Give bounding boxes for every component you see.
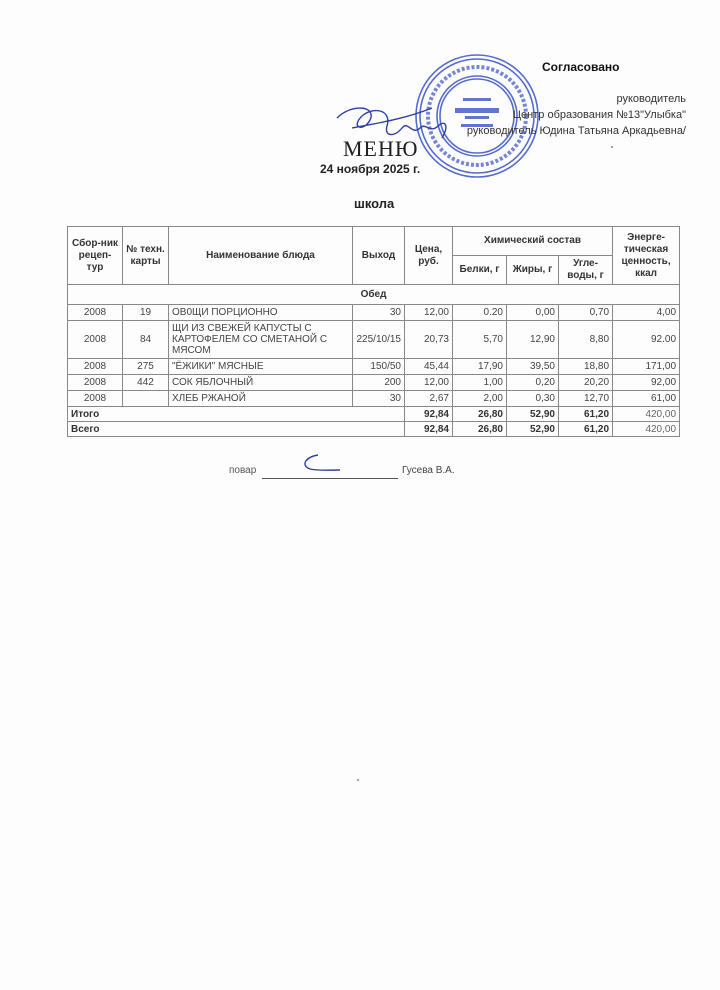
header-protein: Белки, г — [453, 256, 507, 285]
cell-energy: 61,00 — [613, 391, 680, 407]
dot-mark — [611, 146, 613, 148]
header-carbs: Угле-воды, г — [559, 256, 613, 285]
cell-carbs: 18,80 — [559, 359, 613, 375]
total-fat: 52,90 — [507, 422, 559, 437]
cell-dish: ОВ0ЩИ ПОРЦИОННО — [169, 305, 353, 321]
header-dish: Наименование блюда — [169, 227, 353, 285]
table-row — [68, 305, 680, 321]
cell-price: 45,44 — [405, 359, 453, 375]
table-row — [68, 321, 680, 359]
cell-dish: ХЛЕБ РЖАНОЙ — [169, 391, 353, 407]
cell-card — [123, 391, 169, 407]
header-card-no: № техн. карты — [123, 227, 169, 285]
cell-dish: ЩИ ИЗ СВЕЖЕЙ КАПУСТЫ С КАРТОФЕЛЕМ СО СМЕТАНОЙ С МЯСОМ — [169, 321, 353, 359]
meal-label: Обед — [68, 285, 680, 305]
subtotal-fat: 52,90 — [507, 407, 559, 422]
header-portion: Выход — [353, 227, 405, 285]
cell-fat: 0,00 — [507, 305, 559, 321]
cell-card: 19 — [123, 305, 169, 321]
cell-portion: 150/50 — [353, 359, 405, 375]
cell-energy: 171,00 — [613, 359, 680, 375]
total-row — [68, 422, 680, 437]
cell-energy: 92,00 — [613, 375, 680, 391]
head-name: руководитель Юдина Татьяна Аркадьевна/ — [466, 125, 686, 137]
cell-price: 2,67 — [405, 391, 453, 407]
cell-fat: 0,30 — [507, 391, 559, 407]
cell-card: 442 — [123, 375, 169, 391]
header-fat: Жиры, г — [507, 256, 559, 285]
cell-collection: 2008 — [68, 391, 123, 407]
cook-signature-icon — [298, 453, 342, 473]
header-energy: Энерге-тическая ценность, ккал — [613, 227, 680, 285]
table-header-row — [68, 227, 680, 256]
cell-dish: "ЁЖИКИ" МЯСНЫЕ — [169, 359, 353, 375]
table-row — [68, 391, 680, 407]
total-energy: 420,00 — [613, 422, 680, 437]
cell-collection: 2008 — [68, 321, 123, 359]
cell-protein: 5,70 — [453, 321, 507, 359]
cook-name: Гусева В.А. — [402, 465, 455, 476]
menu-subtitle: школа — [354, 196, 395, 211]
organization-name: Центр образования №13"Улыбка" — [512, 109, 686, 121]
subtotal-label: Итого — [68, 407, 405, 422]
subtotal-energy: 420,00 — [613, 407, 680, 422]
subtotal-row — [68, 407, 680, 422]
cell-card: 275 — [123, 359, 169, 375]
header-collection: Сбор-ник рецеп-тур — [68, 227, 123, 285]
table-row — [68, 375, 680, 391]
cell-collection: 2008 — [68, 305, 123, 321]
signature-line — [262, 478, 398, 479]
cell-fat: 12,90 — [507, 321, 559, 359]
subtotal-price: 92,84 — [405, 407, 453, 422]
cell-collection: 2008 — [68, 375, 123, 391]
cell-portion: 30 — [353, 305, 405, 321]
cell-portion: 30 — [353, 391, 405, 407]
subtotal-carbs: 61,20 — [559, 407, 613, 422]
meal-row — [68, 285, 680, 305]
cell-price: 12,00 — [405, 375, 453, 391]
subtotal-protein: 26,80 — [453, 407, 507, 422]
menu-date: 24 ноября 2025 г. — [320, 162, 421, 176]
approved-label: Согласовано — [542, 60, 620, 74]
cell-energy: 4,00 — [613, 305, 680, 321]
total-protein: 26,80 — [453, 422, 507, 437]
cell-fat: 0,20 — [507, 375, 559, 391]
total-label: Всего — [68, 422, 405, 437]
cell-carbs: 8,80 — [559, 321, 613, 359]
dot-mark — [357, 779, 359, 781]
cell-protein: 17,90 — [453, 359, 507, 375]
total-price: 92,84 — [405, 422, 453, 437]
cell-carbs: 12,70 — [559, 391, 613, 407]
cell-price: 20,73 — [405, 321, 453, 359]
cell-protein: 1,00 — [453, 375, 507, 391]
cook-role: повар — [229, 465, 257, 476]
header-price: Цена, руб. — [405, 227, 453, 285]
cell-collection: 2008 — [68, 359, 123, 375]
cell-portion: 225/10/15 — [353, 321, 405, 359]
cell-carbs: 0,70 — [559, 305, 613, 321]
cell-fat: 39,50 — [507, 359, 559, 375]
menu-title: МЕНЮ — [343, 136, 419, 161]
table-row — [68, 359, 680, 375]
cell-card: 84 — [123, 321, 169, 359]
total-carbs: 61,20 — [559, 422, 613, 437]
cell-price: 12,00 — [405, 305, 453, 321]
menu-table — [67, 226, 680, 437]
cell-protein: 2,00 — [453, 391, 507, 407]
head-position: руководитель — [616, 93, 686, 105]
header-chem: Химический состав — [453, 227, 613, 256]
cell-energy: 92.00 — [613, 321, 680, 359]
cell-dish: СОК ЯБЛОЧНЫЙ — [169, 375, 353, 391]
cell-protein: 0.20 — [453, 305, 507, 321]
cell-carbs: 20,20 — [559, 375, 613, 391]
cell-portion: 200 — [353, 375, 405, 391]
